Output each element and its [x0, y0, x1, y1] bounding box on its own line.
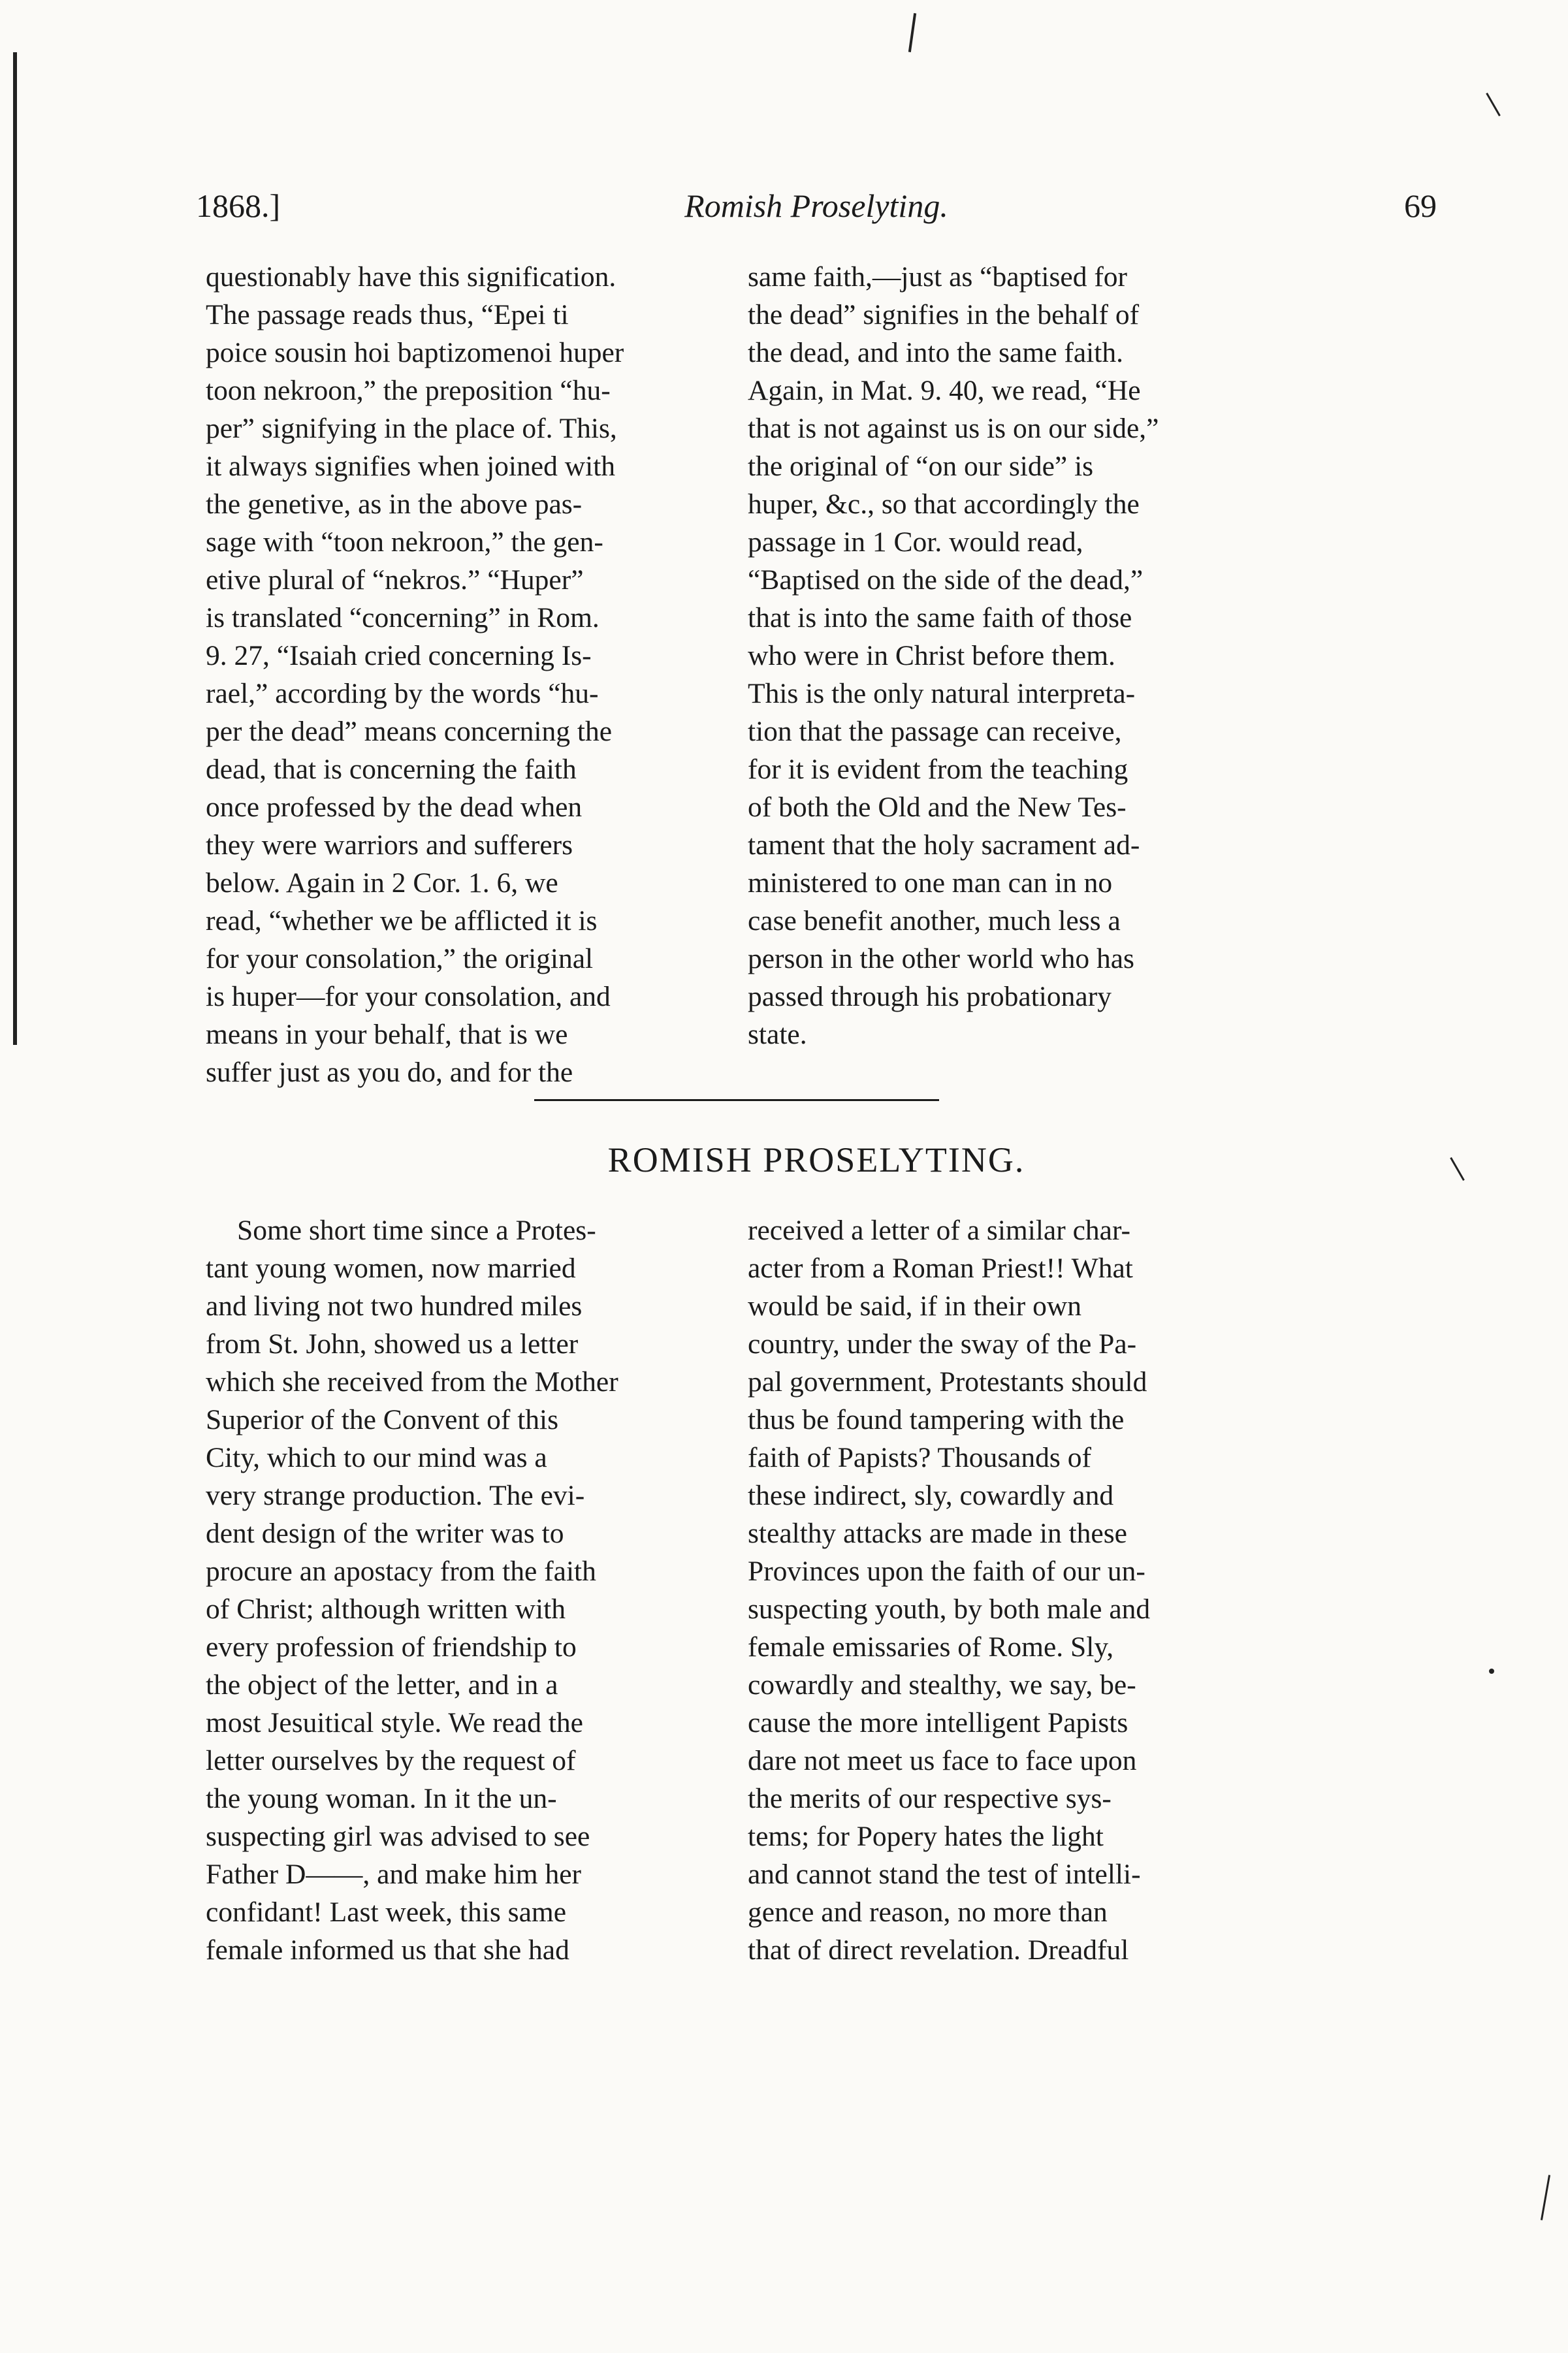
text-line: 9. 27, “Isaiah cried concerning Is-	[206, 640, 592, 671]
text-line: country, under the sway of the Pa-	[748, 1328, 1137, 1360]
text-line: the dead” signifies in the behalf of	[748, 299, 1140, 330]
column-2	[748, 258, 1270, 1053]
running-header	[196, 183, 1437, 229]
text-line: City, which to our mind was a	[206, 1442, 547, 1473]
text-line: dent design of the writer was to	[206, 1518, 564, 1549]
text-line: for it is evident from the teaching	[748, 754, 1128, 785]
text-line: ministered to one man can in no	[748, 867, 1113, 899]
text-line: and cannot stand the test of intelli-	[748, 1859, 1141, 1890]
text-line: passage in 1 Cor. would read,	[748, 526, 1083, 558]
scan-speck	[1541, 2175, 1550, 2220]
text-line: cowardly and stealthy, we say, be-	[748, 1669, 1136, 1701]
text-line: per” signifying in the place of. This,	[206, 413, 617, 444]
header-page-number: 69	[1404, 187, 1437, 224]
text-line: same faith,—just as “baptised for	[748, 261, 1128, 293]
scan-speck	[1489, 1669, 1494, 1674]
text-line: that is not against us is on our side,”	[748, 413, 1159, 444]
text-line: confidant! Last week, this same	[206, 1897, 567, 1928]
text-line: etive plural of “nekros.” “Huper”	[206, 564, 584, 596]
text-line: The passage reads thus, “Epei ti	[206, 299, 569, 330]
column-4	[748, 1211, 1270, 1969]
text-line: poice sousin hoi baptizomenoi huper	[206, 337, 624, 368]
text-line: dare not meet us face to face upon	[748, 1745, 1137, 1776]
text-line: female emissaries of Rome. Sly,	[748, 1631, 1114, 1663]
text-line: means in your behalf, that is we	[206, 1019, 568, 1050]
text-line: is translated “concerning” in Rom.	[206, 602, 600, 633]
text-line: below. Again in 2 Cor. 1. 6, we	[206, 867, 558, 899]
text-line: received a letter of a similar char-	[748, 1215, 1131, 1246]
text-line: once professed by the dead when	[206, 792, 583, 823]
scan-speck	[908, 13, 916, 52]
column-3	[206, 1211, 728, 1969]
text-line: person in the other world who has	[748, 943, 1134, 974]
text-line: Provinces upon the faith of our un-	[748, 1556, 1145, 1587]
column-1	[206, 258, 728, 1091]
text-line: of both the Old and the New Tes-	[748, 792, 1127, 823]
text-line: the merits of our respective sys-	[748, 1783, 1112, 1814]
text-line: questionably have this signification.	[206, 261, 616, 293]
text-line: the dead, and into the same faith.	[748, 337, 1123, 368]
header-title: Romish Proselyting.	[684, 187, 948, 224]
text-line: huper, &c., so that accordingly the	[748, 488, 1140, 520]
text-line: rael,” according by the words “hu-	[206, 678, 599, 709]
text-line: cause the more intelligent Papists	[748, 1707, 1128, 1738]
scan-speck	[1486, 93, 1501, 116]
text-line: faith of Papists? Thousands of	[748, 1442, 1091, 1473]
text-line: these indirect, sly, cowardly and	[748, 1480, 1114, 1511]
text-line: suspecting girl was advised to see	[206, 1821, 590, 1852]
text-line: sage with “toon nekroon,” the gen-	[206, 526, 603, 558]
text-line: the young woman. In it the un-	[206, 1783, 557, 1814]
text-line: per the dead” means concerning the	[206, 716, 612, 747]
text-line: case benefit another, much less a	[748, 905, 1121, 936]
text-line: that of direct revelation. Dreadful	[748, 1934, 1129, 1966]
text-line: very strange production. The evi-	[206, 1480, 585, 1511]
text-line: passed through his probationary	[748, 981, 1112, 1012]
text-line: tant young women, now married	[206, 1253, 576, 1284]
text-line: dead, that is concerning the faith	[206, 754, 577, 785]
text-line: acter from a Roman Priest!! What	[748, 1253, 1133, 1284]
text-line: would be said, if in their own	[748, 1290, 1082, 1322]
text-line: is huper—for your consolation, and	[206, 981, 611, 1012]
section-divider	[534, 1099, 939, 1101]
scan-speck	[1450, 1157, 1465, 1181]
text-line: and living not two hundred miles	[206, 1290, 583, 1322]
text-line: which she received from the Mother	[206, 1366, 618, 1398]
text-line: tament that the holy sacrament ad-	[748, 829, 1140, 861]
text-line: most Jesuitical style. We read the	[206, 1707, 583, 1738]
text-line: Father D——, and make him her	[206, 1859, 582, 1890]
text-line: from St. John, showed us a letter	[206, 1328, 579, 1360]
text-line: Superior of the Convent of this	[206, 1404, 559, 1435]
text-line: for your consolation,” the original	[206, 943, 594, 974]
text-line: they were warriors and sufferers	[206, 829, 573, 861]
text-line: pal government, Protestants should	[748, 1366, 1147, 1398]
text-line: “Baptised on the side of the dead,”	[748, 564, 1144, 596]
header-year: 1868.]	[196, 187, 281, 224]
text-line: it always signifies when joined with	[206, 451, 616, 482]
text-line: of Christ; although written with	[206, 1593, 566, 1625]
text-line: tems; for Popery hates the light	[748, 1821, 1104, 1852]
section-title: ROMISH PROSELYTING.	[607, 1140, 1025, 1179]
text-line: the original of “on our side” is	[748, 451, 1094, 482]
text-line: gence and reason, no more than	[748, 1897, 1108, 1928]
text-line: stealthy attacks are made in these	[748, 1518, 1127, 1549]
text-line: procure an apostacy from the faith	[206, 1556, 596, 1587]
text-line: every profession of friendship to	[206, 1631, 577, 1663]
text-line: the genetive, as in the above pas-	[206, 488, 583, 520]
text-line: letter ourselves by the request of	[206, 1745, 576, 1776]
text-line: female informed us that she had	[206, 1934, 569, 1966]
binding-edge-mark	[13, 52, 17, 1045]
text-line: toon nekroon,” the preposition “hu-	[206, 375, 611, 406]
text-line: that is into the same faith of those	[748, 602, 1132, 633]
text-line: tion that the passage can receive,	[748, 716, 1122, 747]
text-line: who were in Christ before them.	[748, 640, 1115, 671]
text-line: Some short time since a Protes-	[237, 1215, 596, 1246]
text-line: suspecting youth, by both male and	[748, 1593, 1151, 1625]
text-line: Again, in Mat. 9. 40, we read, “He	[748, 375, 1141, 406]
text-line: suffer just as you do, and for the	[206, 1057, 573, 1088]
text-line: state.	[748, 1019, 807, 1050]
text-line: thus be found tampering with the	[748, 1404, 1125, 1435]
text-line: the object of the letter, and in a	[206, 1669, 558, 1701]
text-line: read, “whether we be afflicted it is	[206, 905, 598, 936]
text-line: This is the only natural interpreta-	[748, 678, 1136, 709]
